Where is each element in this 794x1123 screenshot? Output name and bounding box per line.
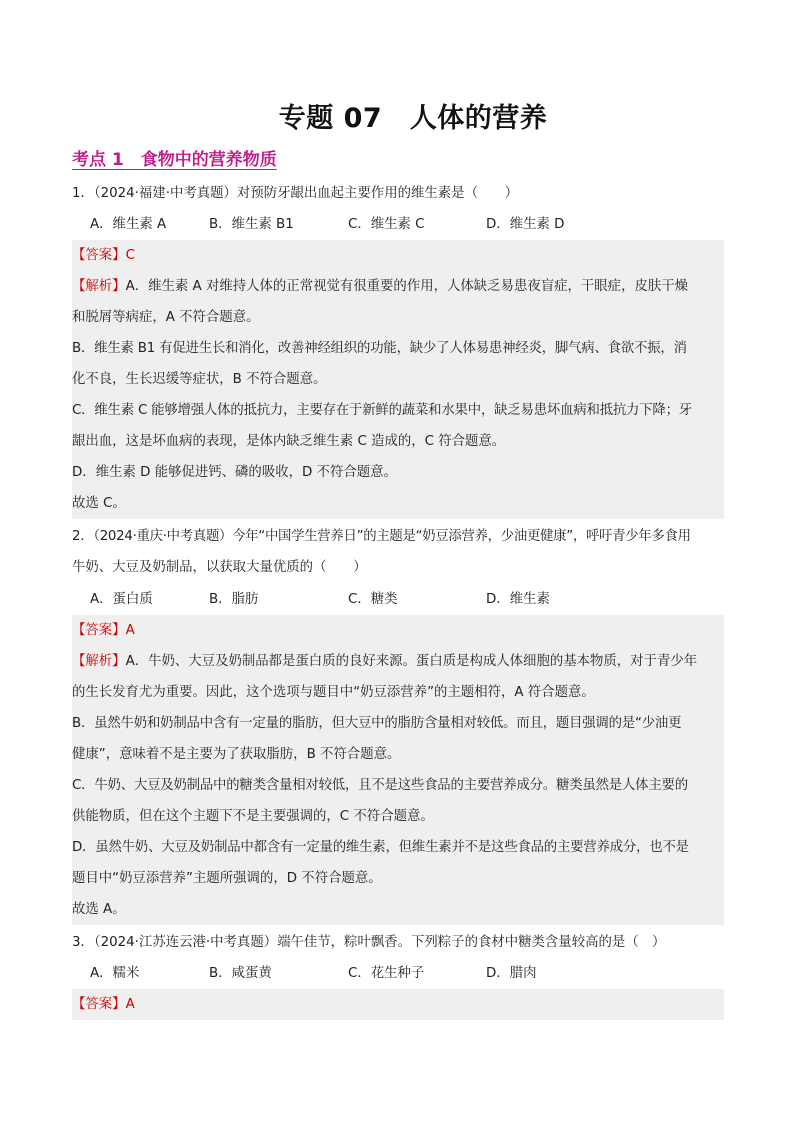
q2-analysis-line: 的生长发育尤为重要。因此，这个选项与题目中“奶豆添营养”的主题相符，A 符合题意。 (72, 677, 724, 708)
q1-analysis-line: 化不良，生长迟缓等症状，B 不符合题意。 (72, 364, 724, 395)
q2-analysis-line: 供能物质，但在这个主题下不是主要强调的，C 不符合题意。 (72, 801, 724, 832)
q2-analysis-line: 题目中“奶豆添营养”主题所强调的，D 不符合题意。 (72, 863, 724, 894)
q3-option-b[interactable]: B．咸蛋黄 (209, 966, 272, 981)
answer-tag: 【答案】 (72, 623, 126, 638)
q1-analysis-line: D．维生素 D 能够促进钙、磷的吸收，D 不符合题意。 (72, 457, 724, 488)
q3-option-c[interactable]: C．花生种子 (348, 966, 425, 981)
q3-stem: 3．（2024·江苏连云港·中考真题）端午佳节，粽叶飘香。下列粽子的食材中糖类含量较高的是（ ） (72, 935, 666, 950)
q2-analysis-line: C．牛奶、大豆及奶制品中的糖类含量相对较低，且不是这些食品的主要营养成分。糖类虽然是人体主要的 (72, 770, 724, 801)
q1-analysis-line (72, 271, 724, 302)
q2-answer-value: A (125, 623, 135, 638)
q2-analysis-line: 健康”，意味着不是主要为了获取脂肪，B 不符合题意。 (72, 739, 724, 770)
q1-answer (72, 240, 724, 271)
q1-option-c[interactable]: C．维生素 C (348, 217, 425, 232)
q1-stem: 1．（2024·福建·中考真题）对预防牙龈出血起主要作用的维生素是（ ） (72, 186, 519, 201)
q2-conclusion: 故选 A。 (72, 894, 724, 925)
q1-option-a[interactable]: A．维生素 A (90, 217, 167, 232)
q1-option-d[interactable]: D．维生素 D (486, 217, 565, 232)
q3-options (72, 958, 724, 989)
q2-analysis-text: A．牛奶、大豆及奶制品都是蛋白质的良好来源。蛋白质是构成人体细胞的基本物质，对于青少年 (125, 654, 698, 669)
q2-option-d[interactable]: D．维生素 (486, 592, 550, 607)
page-title: 专题 07 人体的营养 (278, 103, 548, 134)
q3-answer (72, 989, 724, 1020)
q3-answer-value: A (125, 997, 135, 1012)
q2-option-b[interactable]: B．脂肪 (209, 592, 259, 607)
q2-stem: 牛奶、大豆及奶制品，以获取大量优质的（ ） (72, 560, 367, 575)
q2-answer (72, 615, 724, 646)
q2-analysis-line: B．虽然牛奶和奶制品中含有一定量的脂肪，但大豆中的脂肪含量相对较低。而且，题目强调的是“少油更 (72, 708, 724, 739)
q1-analysis-line: 龈出血，这是坏血病的表现，是体内缺乏维生素 C 造成的，C 符合题意。 (72, 426, 724, 457)
answer-tag: 【答案】 (72, 997, 126, 1012)
q1-analysis-line: B．维生素 B1 有促进生长和消化，改善神经组织的功能，缺少了人体易患神经炎，脚气病、食欲不振，消 (72, 333, 724, 364)
section-heading: 考点 1 食物中的营养物质 (72, 150, 277, 170)
q1-option-b[interactable]: B．维生素 B1 (209, 217, 294, 232)
q1-analysis-text: A．维生素 A 对维持人体的正常视觉有很重要的作用，人体缺乏易患夜盲症，干眼症，皮肤干燥 (125, 279, 689, 294)
q1-analysis-line: 和脱屑等病症，A 不符合题意。 (72, 302, 724, 333)
q2-options (72, 584, 724, 615)
analysis-tag: 【解析】 (72, 654, 126, 669)
q1-conclusion: 故选 C。 (72, 488, 724, 519)
answer-tag: 【答案】 (72, 248, 126, 263)
q1-options (72, 209, 724, 240)
q2-option-a[interactable]: A．蛋白质 (90, 592, 153, 607)
q2-analysis-line: D．虽然牛奶、大豆及奶制品中都含有一定量的维生素，但维生素并不是这些食品的主要营养成分，也不是 (72, 832, 724, 863)
q2-option-c[interactable]: C．糖类 (348, 592, 398, 607)
q1-analysis-line: C．维生素 C 能够增强人体的抵抗力，主要存在于新鲜的蔬菜和水果中，缺乏易患坏血病和抵抗力下降；牙 (72, 395, 724, 426)
q1-answer-value: C (125, 248, 135, 263)
q2-stem: 2．（2024·重庆·中考真题）今年“中国学生营养日”的主题是“奶豆添营养，少油更健康”，呼吁青少年多食用 (72, 529, 691, 544)
q3-option-a[interactable]: A．糯米 (90, 966, 140, 981)
q2-analysis-line (72, 646, 724, 677)
q3-option-d[interactable]: D．腊肉 (486, 966, 537, 981)
analysis-tag: 【解析】 (72, 279, 126, 294)
